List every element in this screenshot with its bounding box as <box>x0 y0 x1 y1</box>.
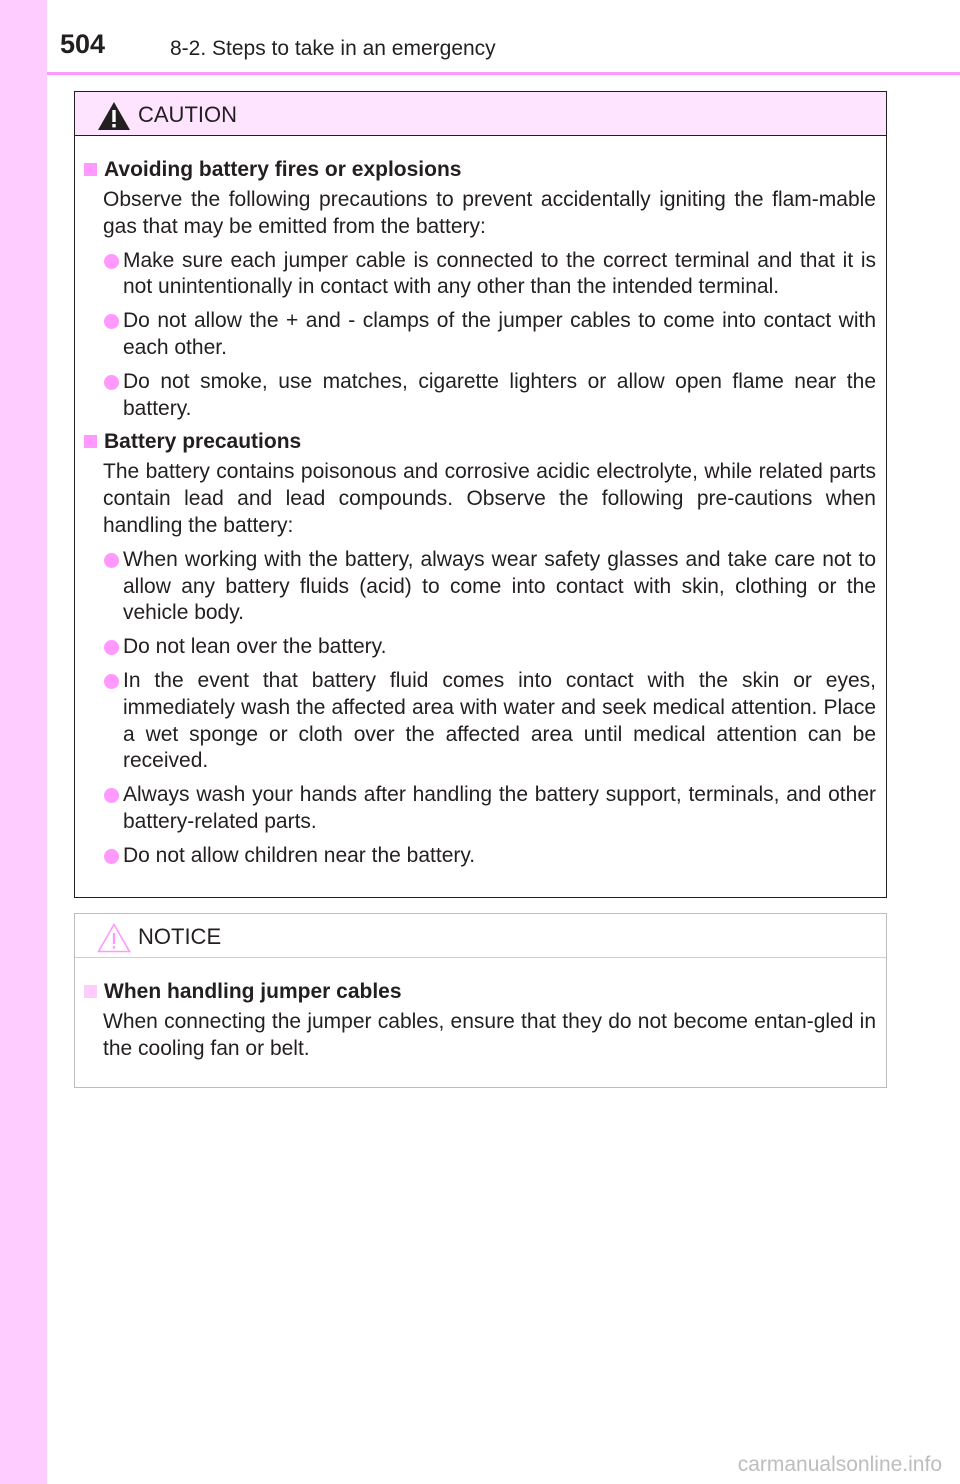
list-item-text: Do not lean over the battery. <box>123 635 387 659</box>
list-item-text: In the event that battery fluid comes into contact with the skin or eyes, immediately wash the affected area with water and seek medical attention. Place a wet sponge or cloth over the affected area until medical attention can be received. <box>123 668 876 773</box>
list-item <box>82 782 876 836</box>
watermark: carmanualsonline.info <box>737 1453 942 1476</box>
list-item <box>82 369 876 423</box>
list-item-text: Make sure each jumper cable is connected to the correct terminal and that it is not unintentionally in contact with any other than the intended terminal. <box>123 248 876 299</box>
list-item <box>82 547 876 627</box>
section-intro: The battery contains poisonous and corrosive acidic electrolyte, while related parts contain lead and lead compounds. Observe the following pre-cautions when handling the battery: <box>103 460 876 537</box>
section-heading <box>82 428 876 455</box>
list-item-text: Do not allow children near the battery. <box>123 843 476 867</box>
section-heading-text: Avoiding battery fires or explosions <box>104 158 462 181</box>
circle-bullet-icon <box>104 553 119 568</box>
square-bullet-icon <box>84 985 97 998</box>
notice-text: When connecting the jumper cables, ensure that they do not become entan-gled in the cooling fan or belt. <box>103 1010 876 1060</box>
list-item <box>82 634 876 661</box>
header-divider <box>47 72 960 75</box>
notice-body <box>75 958 886 1063</box>
section-heading-text: When handling jumper cables <box>104 980 402 1003</box>
notice-box <box>74 913 887 1088</box>
caution-body <box>75 136 886 870</box>
list-item <box>82 668 876 775</box>
circle-bullet-icon <box>104 375 119 390</box>
section-intro: Observe the following precautions to prevent accidentally igniting the flam-mable gas that may be emitted from the battery: <box>103 188 876 238</box>
list-item-text: Do not allow the + and - clamps of the jumper cables to come into contact with each other. <box>123 309 876 359</box>
list-item <box>82 843 876 870</box>
left-margin-band <box>0 0 47 1484</box>
section-heading <box>82 978 876 1005</box>
circle-bullet-icon <box>104 254 119 269</box>
circle-bullet-icon <box>104 640 119 655</box>
circle-bullet-icon <box>104 849 119 864</box>
square-bullet-icon <box>84 163 97 176</box>
caution-box <box>74 91 887 898</box>
list-item <box>82 248 876 302</box>
section-title: 8-2. Steps to take in an emergency <box>170 37 496 60</box>
list-item-text: Do not smoke, use matches, cigarette lighters or allow open flame near the battery. <box>123 369 876 420</box>
list-item-text: When working with the battery, always wear safety glasses and take care not to allow any battery fluids (acid) to come into contact with skin, clothing or the vehicle body. <box>123 547 876 625</box>
notice-label: NOTICE <box>138 924 222 949</box>
section-heading <box>82 156 876 183</box>
square-bullet-icon <box>84 435 97 448</box>
list-item-text: Always wash your hands after handling the battery support, terminals, and other battery-related parts. <box>123 783 876 833</box>
notice-triangle-icon <box>97 923 131 953</box>
circle-bullet-icon <box>104 314 119 329</box>
caution-header <box>75 92 886 136</box>
notice-header <box>75 914 886 958</box>
circle-bullet-icon <box>104 788 119 803</box>
warning-triangle-icon <box>97 101 131 131</box>
circle-bullet-icon <box>104 674 119 689</box>
caution-label: CAUTION <box>138 102 237 127</box>
list-item <box>82 308 876 362</box>
section-heading-text: Battery precautions <box>104 430 302 454</box>
page-number: 504 <box>60 29 106 59</box>
